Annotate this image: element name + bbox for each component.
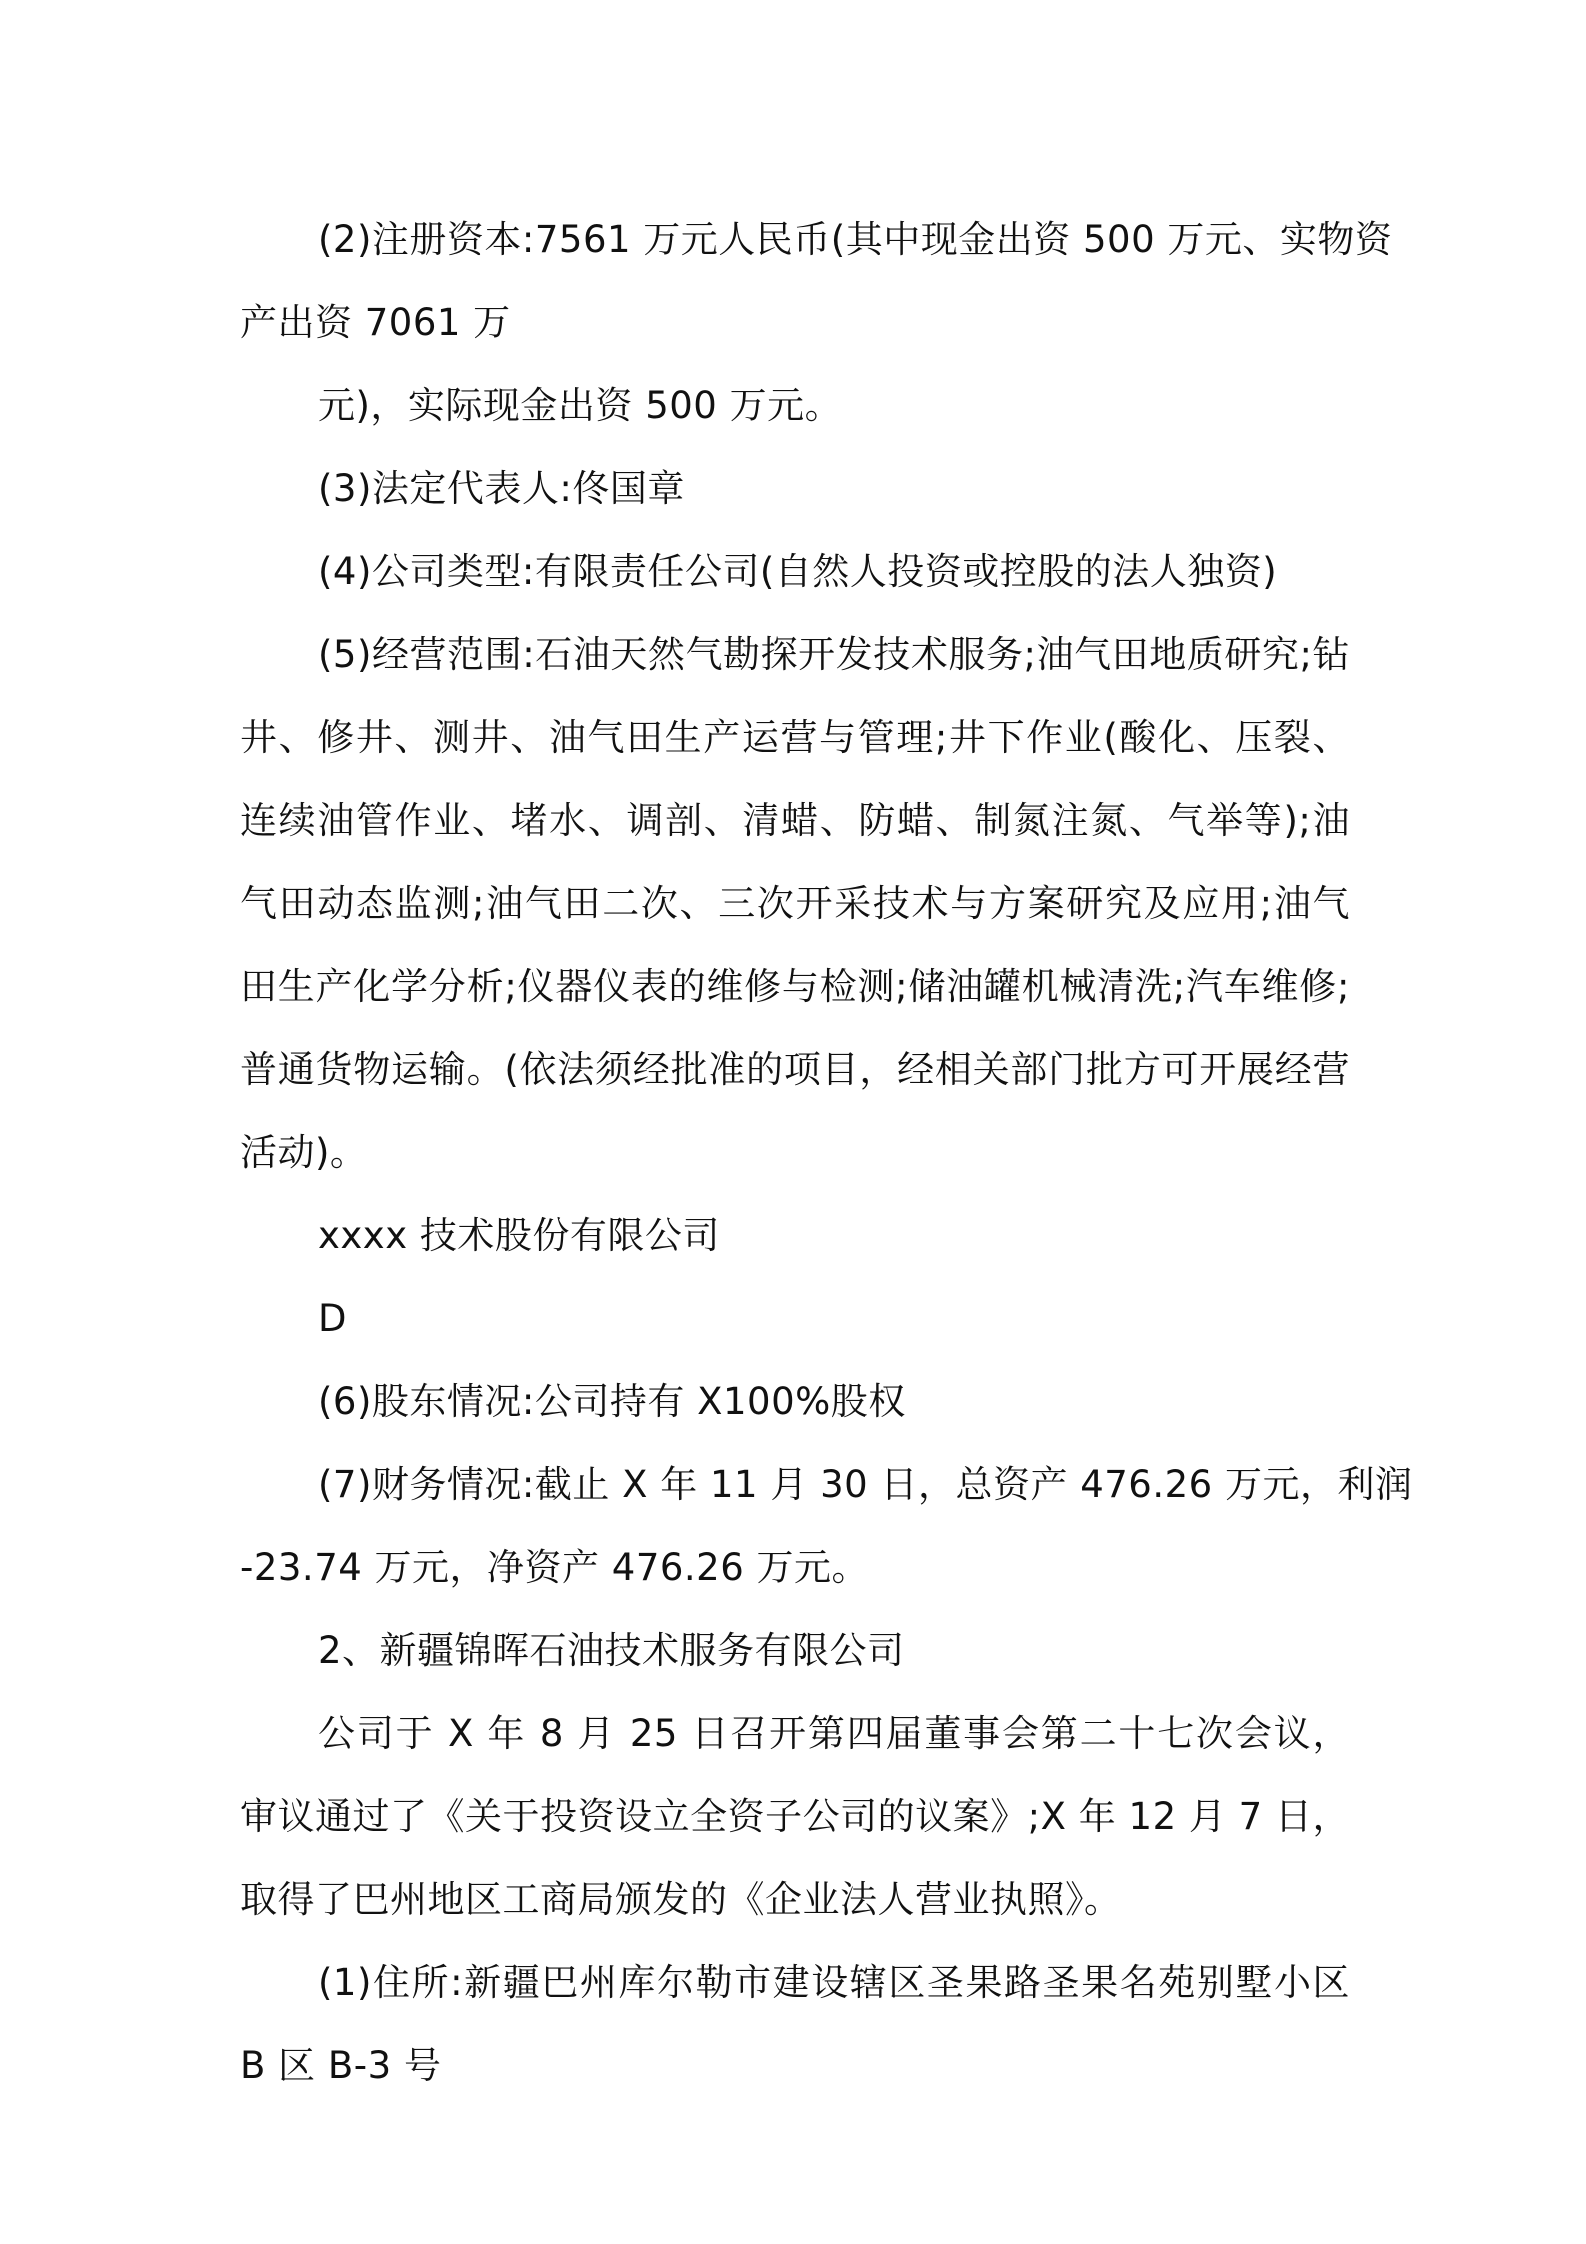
company-type: (4)公司类型:有限责任公司(自然人投资或控股的法人独资) xyxy=(318,550,1278,593)
financials-line-1: (7)财务情况:截止 X 年 11 月 30 日，总资产 476.26 万元，利润 xyxy=(318,1463,1413,1506)
company-name-line: xxxx 技术股份有限公司 xyxy=(318,1214,720,1257)
registered-capital-line-1: (2)注册资本:7561 万元人民币(其中现金出资 500 万元、实物资 xyxy=(318,218,1393,261)
section-2-title: 2、新疆锦晖石油技术服务有限公司 xyxy=(318,1629,905,1672)
registered-capital-line-3: 元)，实际现金出资 500 万元。 xyxy=(318,384,843,427)
financials-line-2: -23.74 万元，净资产 476.26 万元。 xyxy=(240,1546,870,1589)
document-body xyxy=(240,198,1413,2107)
shareholders: (6)股东情况:公司持有 X100%股权 xyxy=(318,1380,906,1423)
section-2-intro: 公司于 X 年 8 月 25 日召开第四届董事会第二十七次会议，审议通过了《关于投资设立全资子公司的议案》;X 年 12 月 7 日，取得了巴州地区工商局颁发的《企业法人营业执照》。 xyxy=(240,1712,1350,1921)
letter-d: D xyxy=(318,1297,347,1340)
business-scope: (5)经营范围:石油天然气勘探开发技术服务;油气田地质研究;钻井、修井、测井、油气田生产运营与管理;井下作业(酸化、压裂、连续油管作业、堵水、调剖、清蜡、防蜡、制氮注氮、气举等);油气田动态监测;油气田二次、三次开采技术与方案研究及应用;油气田生产化学分析;仪器仪表的维修与检测;储油罐机械清洗;汽车维修;普通货物运输。(依法须经批准的项目，经相关部门批方可开展经营活动)。 xyxy=(240,633,1350,1174)
legal-representative: (3)法定代表人:佟国章 xyxy=(318,467,685,510)
address: (1)住所:新疆巴州库尔勒市建设辖区圣果路圣果名苑别墅小区 B 区 B-3 号 xyxy=(240,1961,1350,2087)
registered-capital-line-2: 产出资 7061 万 xyxy=(240,301,511,344)
